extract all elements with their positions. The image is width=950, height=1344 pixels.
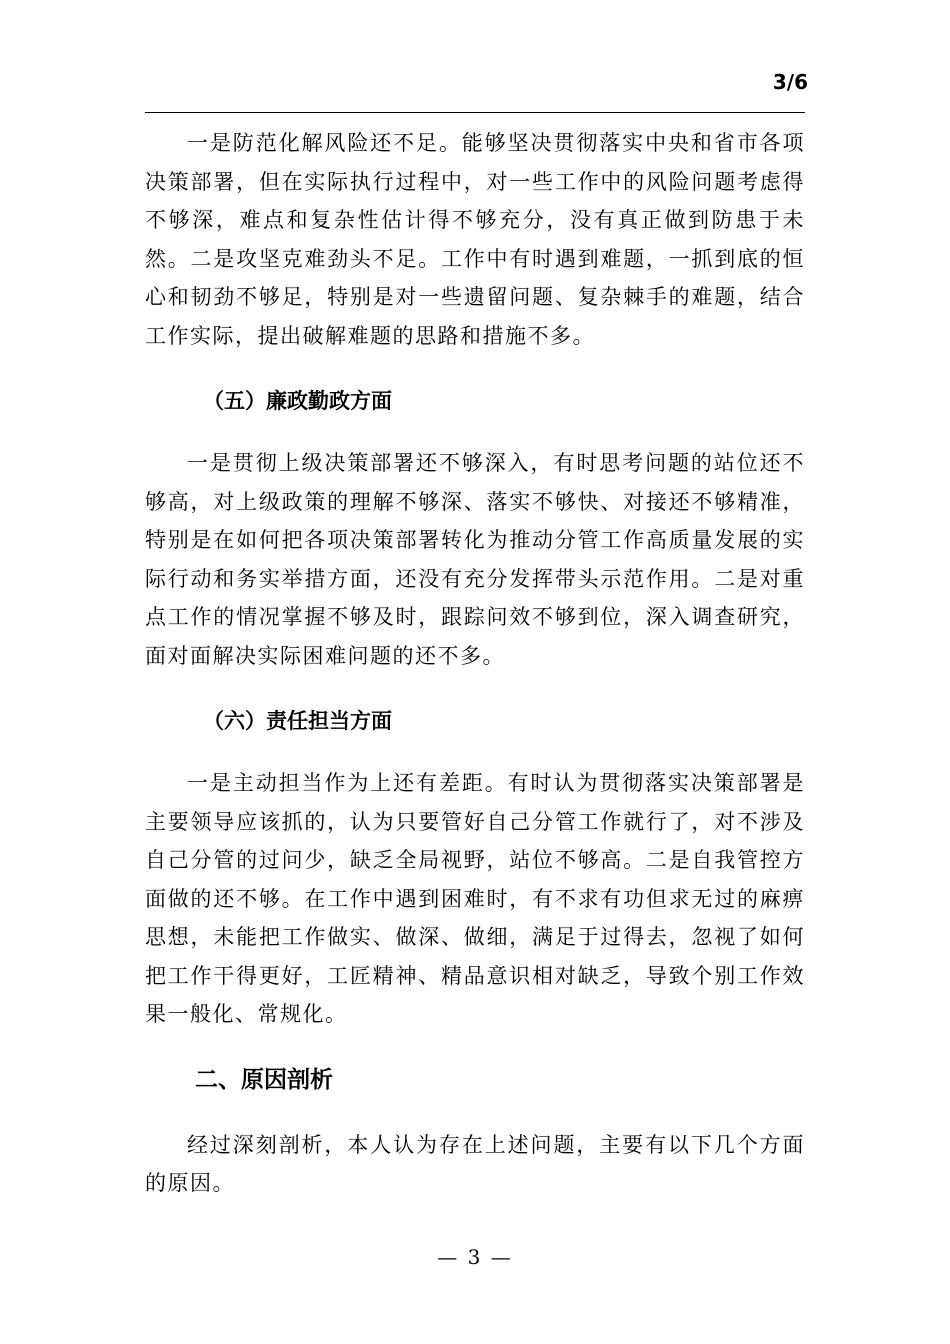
paragraph-risk-prevention: 一是防范化解风险还不足。能够坚决贯彻落实中央和省市各项决策部署，但在实际执行过程中，对一些工作中的风险问题考虑得不够深，难点和复杂性估计得不够充分，没有真正做到防患于未然。二是攻坚克难劲头不足。工作中有时遇到难题，一抓到底的恒心和韧劲不够足，特别是对一些遗留问题、复杂棘手的难题，结合工作实际，提出破解难题的思路和措施不多。 [145, 131, 805, 348]
document-body [145, 124, 805, 1203]
page-number: — 3 — [437, 1245, 513, 1269]
paragraph-integrity: 一是贯彻上级决策部署还不够深入，有时思考问题的站位还不够高，对上级政策的理解不够深、落实不够快、对接还不够精准，特别是在如何把各项决策部署转化为推动分管工作高质量发展的实际行动和务实举措方面，还没有充分发挥带头示范作用。二是对重点工作的情况掌握不够及时，跟踪问效不够到位，深入调查研究，面对面解决实际困难问题的还不多。 [145, 451, 805, 668]
paragraph-responsibility: 一是主动担当作为上还有差距。有时认为贯彻落实决策部署是主要领导应该抓的，认为只要管好自己分管工作就行了，对不涉及自己分管的过问少，缺乏全局视野，站位不够高。二是自我管控方面做的还不够。在工作中遇到困难时，有不求有功但求无过的麻痹思想，未能把工作做实、做深、做细，满足于过得去，忽视了如何把工作干得更好，工匠精神、精品意识相对缺乏，导致个别工作效果一般化、常规化。 [145, 771, 805, 1026]
paragraph-cause-analysis: 经过深刻剖析，本人认为存在上述问题，主要有以下几个方面的原因。 [145, 1132, 805, 1195]
subheading-integrity: （五）廉政勤政方面 [203, 389, 392, 413]
heading-cause-analysis: 二、原因剖析 [195, 1066, 333, 1093]
header-rule [145, 112, 805, 113]
page-counter: 3/6 [772, 70, 808, 94]
subheading-responsibility: （六）责任担当方面 [203, 709, 392, 733]
